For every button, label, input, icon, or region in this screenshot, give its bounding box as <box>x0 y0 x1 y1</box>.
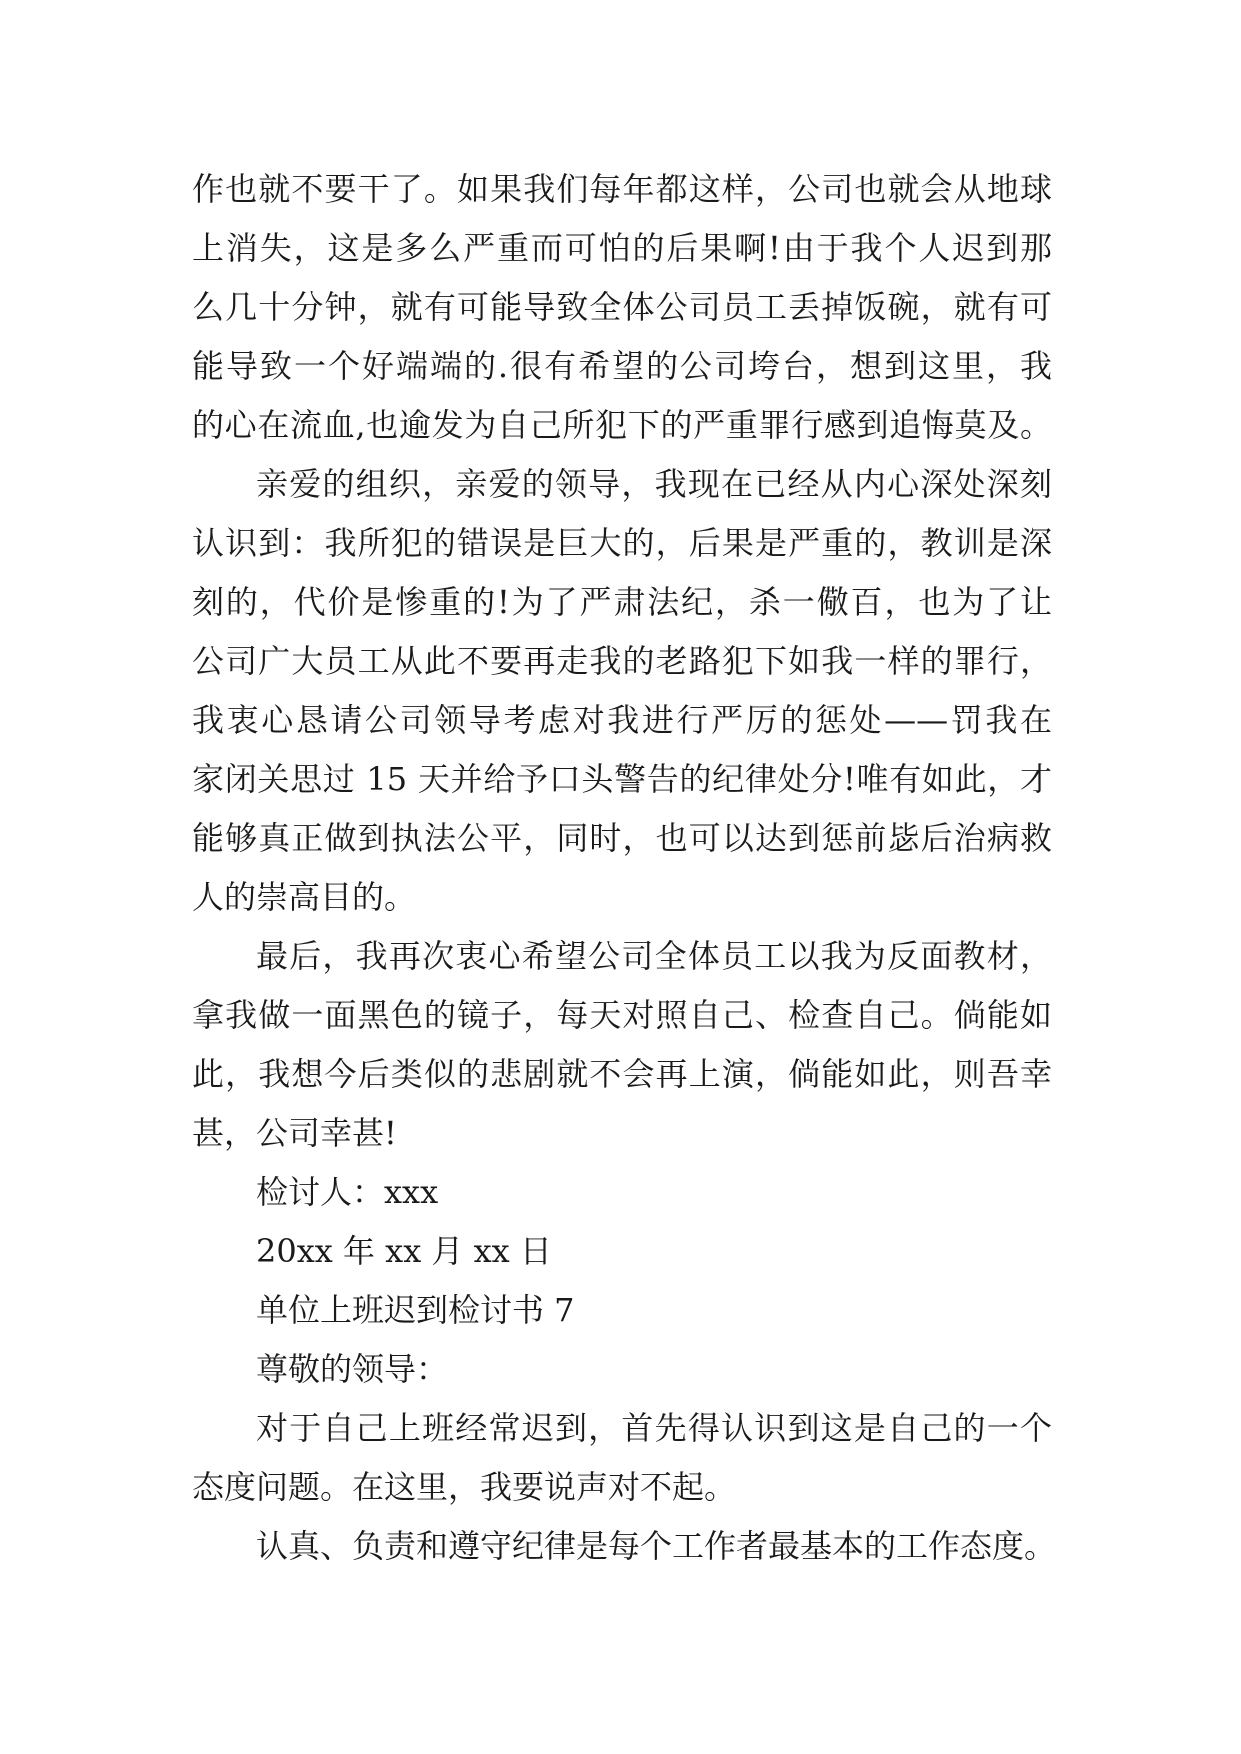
text-line: 最后，我再次衷心希望公司全体员工以我为反面教材， <box>256 937 1052 975</box>
paragraph-attitude <box>192 1399 1052 1517</box>
text-line: 么几十分钟，就有可能导致全体公司员工丢掉饭碗，就有可 <box>192 288 1052 326</box>
text-line: 此，我想今后类似的悲剧就不会再上演，倘能如此，则吾幸 <box>192 1055 1052 1093</box>
paragraph-continuation <box>192 160 1052 455</box>
paragraph-discipline <box>192 1517 1057 1576</box>
text-line: 对于自己上班经常迟到，首先得认识到这是自己的一个 <box>256 1409 1052 1447</box>
text-line: 甚，公司幸甚! <box>192 1114 397 1152</box>
text-line: 的心在流血,也逾发为自己所犯下的严重罪行感到追悔莫及。 <box>192 406 1052 444</box>
text-line: 公司广大员工从此不要再走我的老路犯下如我一样的罪行， <box>192 642 1052 680</box>
text-line: 作也就不要干了。如果我们每年都这样，公司也就会从地球 <box>192 170 1052 208</box>
text-line: 能导致一个好端端的.很有希望的公司垮台，想到这里，我 <box>192 347 1052 385</box>
salutation: 尊敬的领导： <box>256 1350 449 1388</box>
text-line: 亲爱的组织，亲爱的领导，我现在已经从内心深处深刻 <box>256 465 1052 503</box>
signature-date: 20xx 年 xx 月 xx 日 <box>256 1232 552 1270</box>
text-line: 能够真正做到执法公平，同时，也可以达到惩前毖后治病救 <box>192 819 1052 857</box>
text-line: 刻的，代价是惨重的!为了严肃法纪，杀一儆百，也为了让 <box>192 583 1052 621</box>
text-line: 认识到：我所犯的错误是巨大的，后果是严重的，教训是深 <box>192 524 1052 562</box>
text-line: 我衷心恳请公司领导考虑对我进行严厉的惩处——罚我在 <box>192 701 1052 739</box>
text-line: 拿我做一面黑色的镜子，每天对照自己、检查自己。倘能如 <box>192 996 1052 1034</box>
section-title: 单位上班迟到检讨书 7 <box>256 1291 575 1329</box>
text-line: 态度问题。在这里，我要说声对不起。 <box>192 1468 737 1506</box>
signature-reviewer: 检讨人：xxx <box>256 1173 439 1211</box>
text-line: 认真、负责和遵守纪律是每个工作者最基本的工作态度。 <box>256 1527 1057 1565</box>
paragraph-apology <box>192 455 1052 927</box>
document-body <box>192 160 1057 1576</box>
text-line: 人的崇高目的。 <box>192 878 417 916</box>
text-line: 家闭关思过 15 天并给予口头警告的纪律处分!唯有如此，才 <box>192 760 1052 798</box>
paragraph-closing <box>192 927 1052 1163</box>
text-line: 上消失，这是多么严重而可怕的后果啊!由于我个人迟到那 <box>192 229 1052 267</box>
